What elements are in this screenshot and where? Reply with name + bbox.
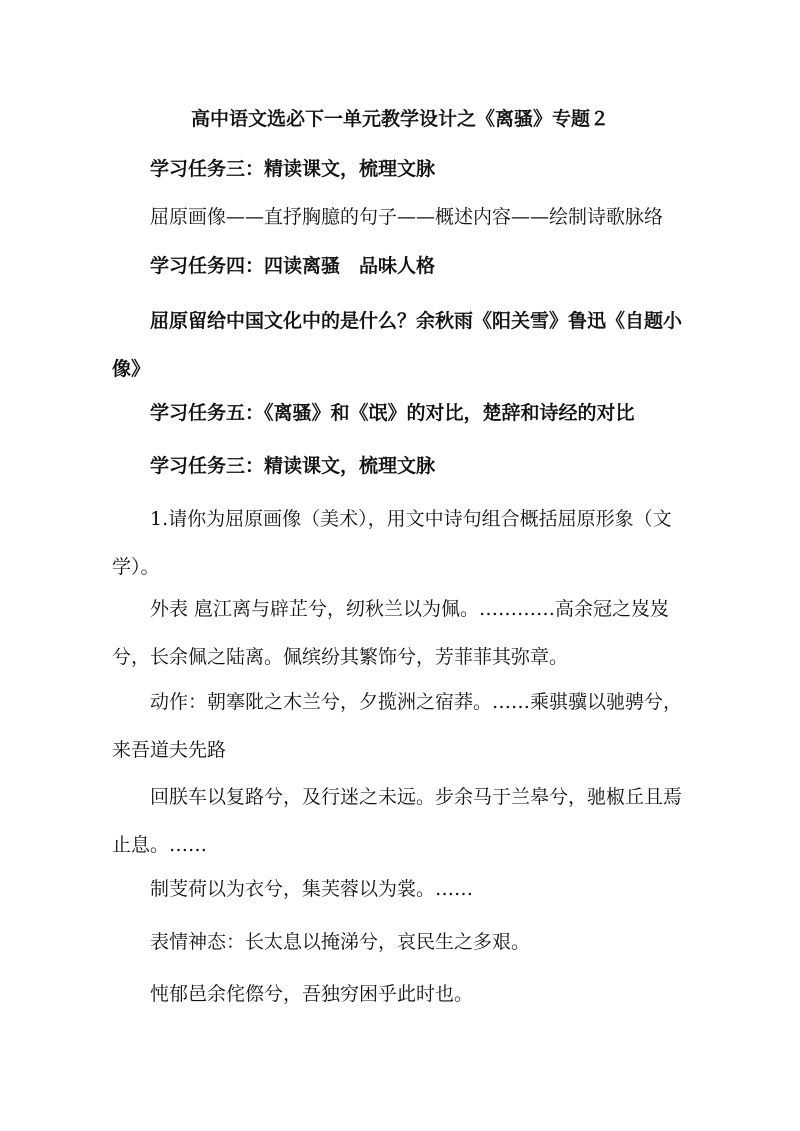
task-five-heading: 学习任务五：《离骚》和《氓》的对比，楚辞和诗经的对比 <box>150 402 635 424</box>
paragraph-clothing: 制芰荷以为衣兮，集芙蓉以为裳。…… <box>150 878 474 900</box>
document-title: 高中语文选必下一单元教学设计之《离骚》专题２ <box>190 108 609 130</box>
paragraph-expression: 表情神态：长太息以掩涕兮，哀民生之多艰。 <box>150 931 531 953</box>
task-three-heading: 学习任务三：精读课文，梳理文脉 <box>150 158 436 180</box>
paragraph-culture-question: 屈原留给中国文化中的是什么？余秋雨《阳关雪》鲁迅《自题小像》 <box>112 310 683 380</box>
task-four-heading: 学习任务四：四读离骚 品味人格 <box>150 255 436 277</box>
paragraph-appearance: 外表 扈江离与辟芷兮，纫秋兰以为佩。…………高余冠之岌岌兮，长余佩之陆离。佩缤纷其繁饰兮，芳菲菲其弥章。 <box>112 598 670 668</box>
question-one: 1.请你为屈原画像（美术），用文中诗句组合概括屈原形象（文学）。 <box>112 508 672 578</box>
paragraph-return-carriage: 回朕车以复路兮，及行迷之未远。步余马于兰皋兮，驰椒丘且焉止息。…… <box>112 786 683 856</box>
paragraph-portrait-outline: 屈原画像——直抒胸臆的句子——概述内容——绘制诗歌脉络 <box>150 206 664 228</box>
task-three-heading-repeat: 学习任务三：精读课文，梳理文脉 <box>150 455 436 477</box>
paragraph-melancholy: 忳郁邑余侘傺兮，吾独穷困乎此时也。 <box>150 983 474 1005</box>
paragraph-actions: 动作：朝搴阰之木兰兮，夕揽洲之宿莽。……乘骐骥以驰骋兮，来吾道夫先路 <box>112 691 683 761</box>
